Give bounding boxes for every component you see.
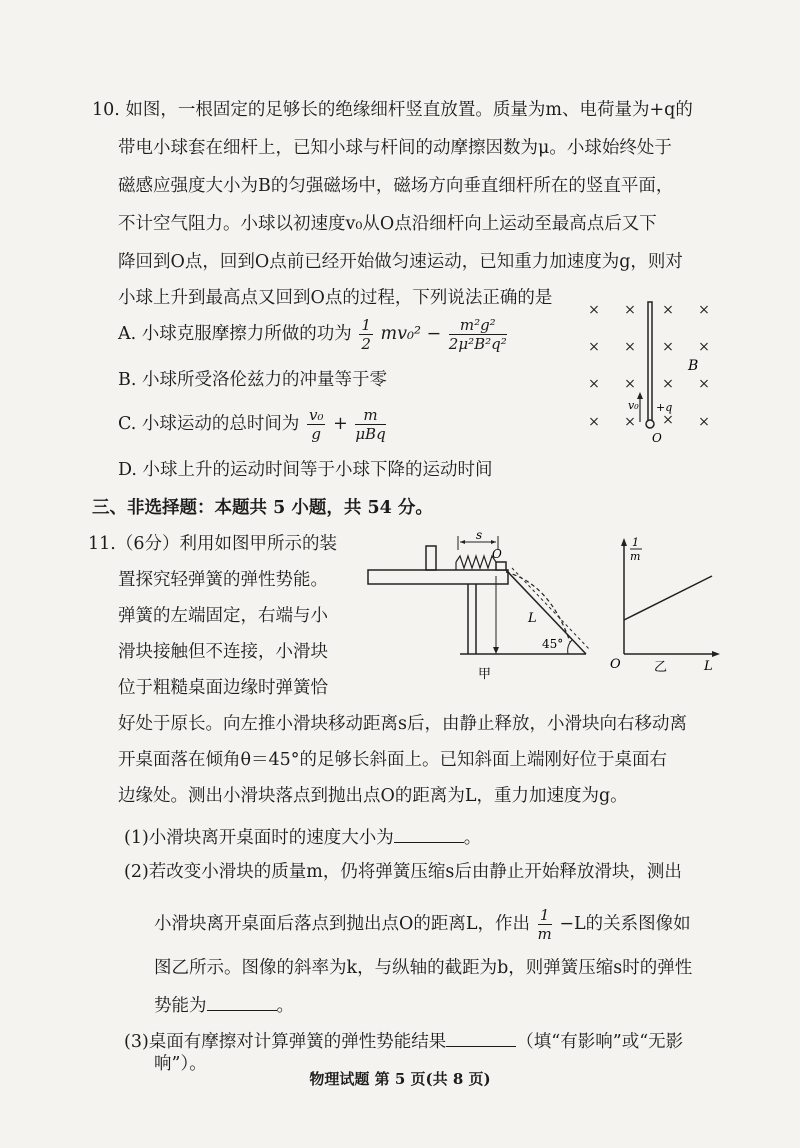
q11-line-8: 边缘处。测出小滑块落点到抛出点O的距离为L，重力加速度为g。 xyxy=(118,786,628,806)
label-charge: +q xyxy=(656,401,673,414)
field-cross: × xyxy=(698,339,710,355)
field-cross: × xyxy=(624,414,636,430)
spring xyxy=(456,556,496,568)
fraction-v0-over-g: $\frac{\text{v₀}}{g}$ xyxy=(308,406,324,443)
q10-line-2: 带电小球套在细杆上，已知小球与杆间的动摩擦因数为μ。小球始终处于 xyxy=(118,138,672,158)
fraction-half: $\frac{1}{2}$ xyxy=(361,316,371,353)
fraction-one-over-m: $\frac{1}{m}$ xyxy=(537,906,552,943)
label-s: s xyxy=(476,528,483,542)
y-label-den: m xyxy=(630,550,641,563)
q11-line-3: 弹簧的左端固定，右端与小 xyxy=(118,606,328,626)
q10-line-6: 小球上升到最高点又回到O点的过程，下列说法正确的是 xyxy=(118,288,553,308)
q11-part-2-line-4: 势能为 。 xyxy=(154,992,294,1018)
y-label-num: 1 xyxy=(632,536,639,549)
field-cross: × xyxy=(588,339,600,355)
field-cross: × xyxy=(662,339,674,355)
label-angle: 45° xyxy=(542,637,564,651)
q10-line-3: 磁感应强度大小为B的匀强磁场中，磁场方向垂直细杆所在的竖直平面， xyxy=(118,176,674,196)
field-cross: × xyxy=(662,302,674,318)
field-cross: × xyxy=(624,339,636,355)
answer-blank-3[interactable] xyxy=(446,1028,516,1047)
label-O: O xyxy=(652,431,662,445)
caption-jia: 甲 xyxy=(478,667,492,682)
caption-yi: 乙 xyxy=(654,660,668,675)
q10-option-c: C. 小球运动的总时间为 $\frac{\text{v₀}}{g}$ + $\frac{m}{\text{μBq}}$ xyxy=(118,406,386,443)
fraction-m-over-mubq: $\frac{m}{\text{μBq}}$ xyxy=(355,406,386,443)
field-cross: × xyxy=(588,302,600,318)
field-cross: × xyxy=(588,414,600,430)
q11-part-2-line-1: (2)若改变小滑块的质量m，仍将弹簧压缩s后由静止开始释放滑块，测出 xyxy=(124,862,682,882)
field-cross: × xyxy=(698,376,710,392)
label-B: B xyxy=(688,358,699,374)
q10-option-d: D. 小球上升的运动时间等于小球下降的运动时间 xyxy=(118,460,493,480)
label-O: O xyxy=(492,547,502,561)
q11-part-3-line-2: 响”）。 xyxy=(154,1054,207,1074)
section-heading: 三、非选择题：本题共 5 小题，共 54 分。 xyxy=(92,498,433,518)
wall-block xyxy=(426,546,436,570)
field-cross: × xyxy=(662,412,674,428)
table-top xyxy=(368,570,508,584)
q11-line-2: 置探究轻弹簧的弹性势能。 xyxy=(118,570,328,590)
label-origin: O xyxy=(610,657,621,672)
field-cross: × xyxy=(662,376,674,392)
trajectory xyxy=(506,572,570,642)
field-cross: × xyxy=(698,414,710,430)
q11-line-4: 滑块接触但不连接，小滑块 xyxy=(118,642,328,662)
page-footer: 物理试题 第 5 页(共 8 页) xyxy=(309,1070,491,1088)
fraction-friction-term: $\frac{\text{m²g²}}{\text{2μ²B²q²}}$ xyxy=(448,316,507,353)
q11-part-3-line-1: (3)桌面有摩擦对计算弹簧的弹性势能结果 （填“有影响”或“无影 xyxy=(124,1028,683,1054)
x-label: L xyxy=(704,659,713,674)
charged-ball xyxy=(646,420,654,428)
q10-line-5: 降回到O点，回到O点前已经开始做匀速运动，已知重力加速度为g，则对 xyxy=(118,252,683,272)
answer-blank-1[interactable] xyxy=(394,824,464,843)
q11-line-7: 开桌面落在倾角θ＝45°的足够长斜面上。已知斜面上端刚好位于桌面右 xyxy=(118,750,668,770)
field-cross: × xyxy=(624,376,636,392)
q11-line-6: 好处于原长。向左推小滑块移动距离s后，由静止释放，小滑块向右移动离 xyxy=(118,714,687,734)
insulating-rod xyxy=(648,302,652,426)
answer-blank-2[interactable] xyxy=(207,992,277,1011)
slider-block xyxy=(496,562,506,570)
q11-part-2-line-3: 图乙所示。图像的斜率为k，与纵轴的截距为b，则弹簧压缩s时的弹性 xyxy=(154,958,693,978)
figure-yi-graph xyxy=(604,530,722,676)
label-v0: v₀ xyxy=(628,399,639,412)
q10-magnetic-field-figure xyxy=(570,296,730,446)
q11-line-5: 位于粗糙桌面边缘时弹簧恰 xyxy=(118,678,328,698)
field-cross: × xyxy=(624,302,636,318)
q10-option-b: B. 小球所受洛伦兹力的冲量等于零 xyxy=(118,370,387,390)
q10-line-1: 10. 如图，一根固定的足够长的绝缘细杆竖直放置。质量为m、电荷量为+q的 xyxy=(92,100,693,120)
figure-jia-apparatus xyxy=(364,528,596,684)
q11-line-1: 11.（6分）利用如图甲所示的装 xyxy=(88,534,337,554)
graph-line xyxy=(624,576,712,620)
field-cross: × xyxy=(588,376,600,392)
q11-part-2-line-2: 小滑块离开桌面后落点到抛出点O的距离L，作出 $\frac{1}{m}$ −L的关系图像如 xyxy=(154,906,691,943)
q10-option-a: A. 小球克服摩擦力所做的功为 $\frac{1}{2}$ mv₀² − $\frac{\text{m²g²}}{\text{2μ²B²q²}}$ xyxy=(118,316,507,353)
field-cross: × xyxy=(698,302,710,318)
q10-line-4: 不计空气阻力。小球以初速度v₀从O点沿细杆向上运动至最高点后又下 xyxy=(118,214,657,234)
q11-part-1: (1)小滑块离开桌面时的速度大小为 。 xyxy=(124,824,481,850)
label-L: L xyxy=(528,611,537,626)
